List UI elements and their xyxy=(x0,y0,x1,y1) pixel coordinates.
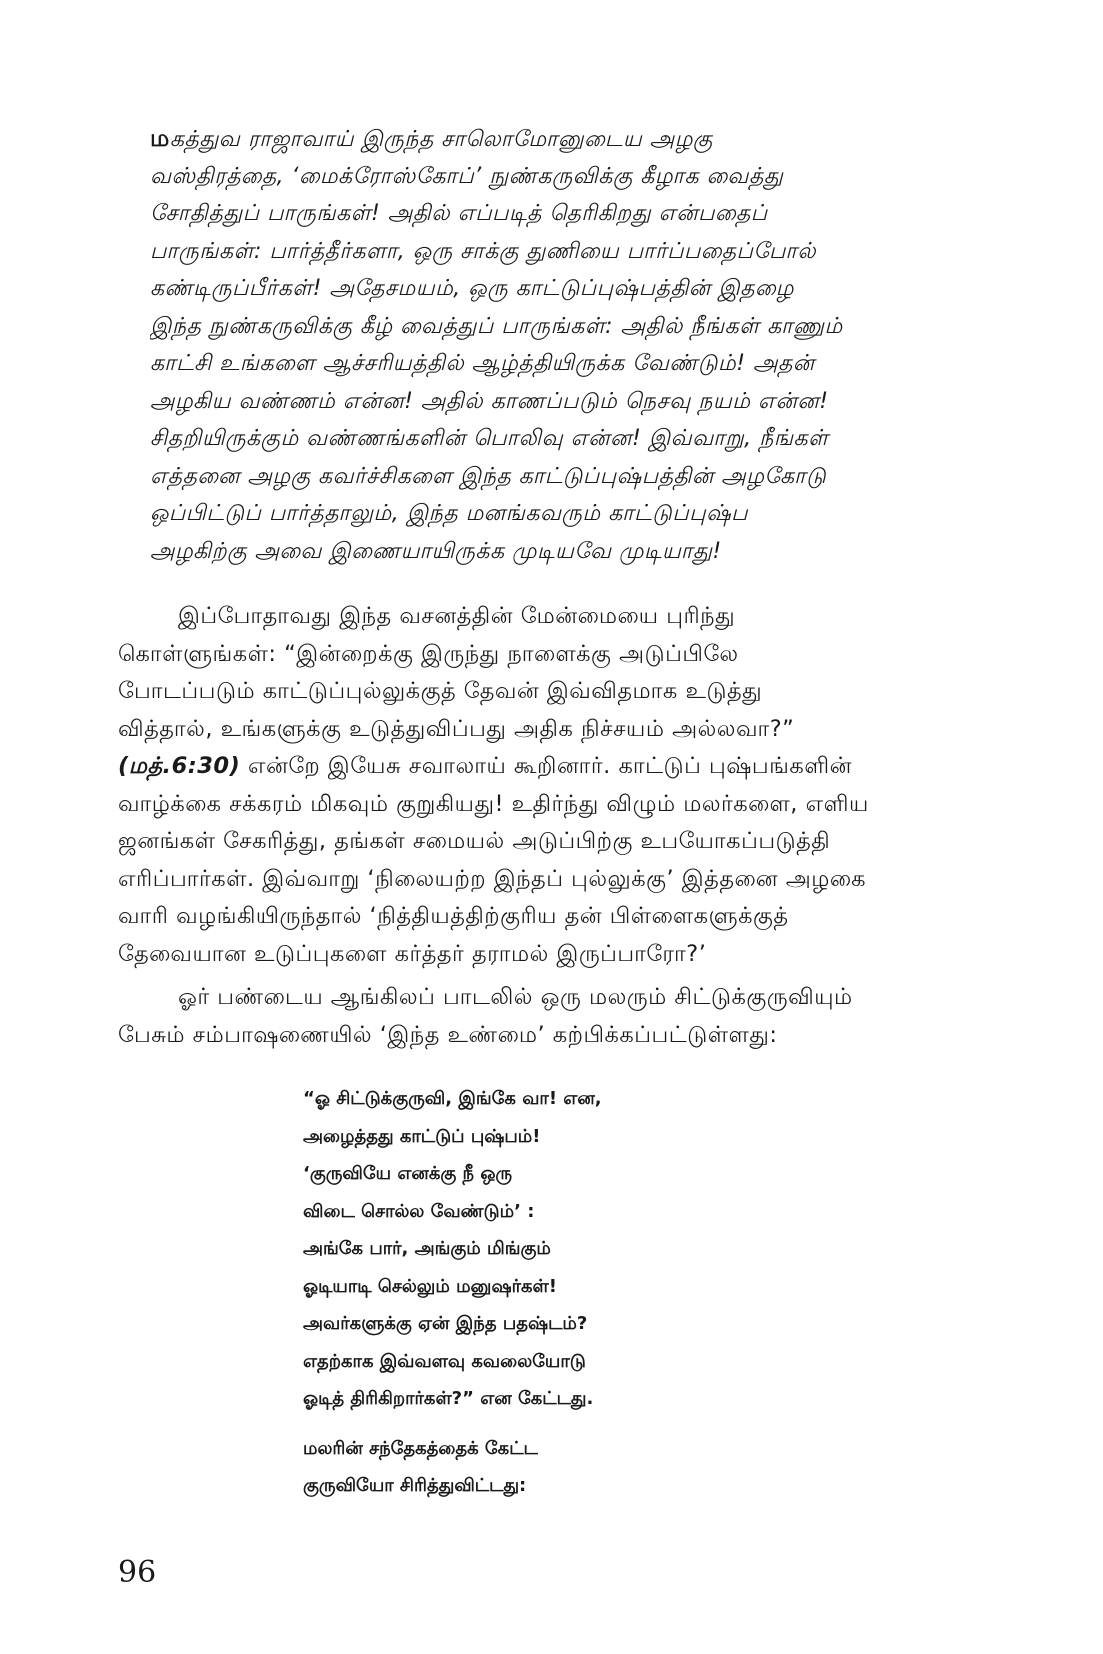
poem-line: அவர்களுக்கு ஏன் இந்த பதஷ்டம்? xyxy=(303,1313,588,1334)
paragraph-2 xyxy=(118,978,978,1054)
stanza-gap xyxy=(303,1418,823,1430)
poem-line: ஓடித் திரிகிறார்கள்?” என கேட்டது. xyxy=(303,1388,594,1409)
poem-line: ‘குருவியே எனக்கு நீ ஒரு xyxy=(303,1163,513,1184)
italic-line: அழகிற்கு அவை இணையாயிருக்க முடியவே முடியாது! xyxy=(150,538,722,564)
paragraph-line: போடப்படும் காட்டுப்புல்லுக்குத் தேவன் இவ்விதமாக உடுத்து xyxy=(118,678,763,704)
paragraph-line: ஜனங்கள் சேகரித்து, தங்கள் சமையல் அடுப்பிற்கு உபயோகப்படுத்தி xyxy=(118,828,831,854)
paragraph-line: தேவையான உடுப்புகளை கர்த்தர் தராமல் இருப்பாரோ?’ xyxy=(118,940,707,967)
poem-line: அங்கே பார், அங்கும் மிங்கும் xyxy=(303,1238,551,1259)
paragraph-line: இப்போதாவது இந்த வசனத்தின் மேன்மையை புரிந்து xyxy=(178,603,736,629)
italic-line: எத்தனை அழகு கவர்ச்சிகளை இந்த காட்டுப்புஷ்பத்தின் அழகோடு xyxy=(150,463,827,489)
italic-line: வஸ்திரத்தை, ‘மைக்ரோஸ்கோப்’ நுண்கருவிக்கு கீழாக வைத்து xyxy=(150,163,784,189)
poem-line: குருவியோ சிரித்துவிட்டது: xyxy=(303,1475,527,1496)
poem-line: ஓடியாடி செல்லும் மனுஷர்கள்! xyxy=(303,1275,557,1297)
italic-passage xyxy=(150,120,982,570)
poem-line: அழைத்தது காட்டுப் புஷ்பம்! xyxy=(303,1125,541,1147)
italic-line: காட்சி உங்களை ஆச்சரியத்தில் ஆழ்த்தியிருக்க வேண்டும்! அதன் xyxy=(150,351,815,376)
poem-line: விடை சொல்ல வேண்டும்’ : xyxy=(303,1200,535,1222)
bible-reference: (மத்.6:30) xyxy=(118,753,241,779)
paragraph-line: வித்தால், உங்களுக்கு உடுத்துவிப்பது அதிக நிச்சயம் அல்லவா?” xyxy=(118,715,795,742)
italic-line: ஒப்பிட்டுப் பார்த்தாலும், இந்த மனங்கவரும் காட்டுப்புஷ்ப xyxy=(150,501,749,526)
italic-line: இந்த நுண்கருவிக்கு கீழ் வைத்துப் பாருங்கள்: அதில் நீங்கள் காணும் xyxy=(150,313,843,339)
italic-line: அழகிய வண்ணம் என்ன! அதில் காணப்படும் நெசவு நயம் என்ன! xyxy=(150,388,829,414)
poem-line: மலரின் சந்தேகத்தைக் கேட்ட xyxy=(303,1437,538,1459)
poem xyxy=(303,1080,823,1505)
italic-line: சிதறியிருக்கும் வண்ணங்களின் பொலிவு என்ன! இவ்வாறு, நீங்கள் xyxy=(150,426,829,451)
drop-cap: ம xyxy=(150,124,170,152)
paragraph-line: (மத்.6:30) என்றே இயேசு சவாலாய் கூறினார். காட்டுப் புஷ்பங்களின் xyxy=(118,753,852,779)
page-number: 96 xyxy=(118,1555,157,1590)
paragraph-line: பேசும் சம்பாஷணையில் ‘இந்த உண்மை’ கற்பிக்கப்பட்டுள்ளது: xyxy=(118,1022,778,1048)
paragraph-line: எரிப்பார்கள். இவ்வாறு ‘நிலையற்ற இந்தப் புல்லுக்கு’ இத்தனை அழகை xyxy=(118,865,867,892)
paragraph-line: ஓர் பண்டைய ஆங்கிலப் பாடலில் ஒரு மலரும் சிட்டுக்குருவியும் xyxy=(178,984,853,1010)
italic-line: மகத்துவ ராஜாவாய் இருந்த சாலொமோனுடைய அழகு xyxy=(150,124,713,152)
paragraph-line: வாழ்க்கை சக்கரம் மிகவும் குறுகியது! உதிர்ந்து விழும் மலர்களை, எளிய xyxy=(118,790,869,817)
poem-line: எதற்காக இவ்வளவு கவலையோடு xyxy=(303,1350,586,1372)
paragraph-line: கொள்ளுங்கள்: “இன்றைக்கு இருந்து நாளைக்கு அடுப்பிலே xyxy=(118,640,739,667)
italic-line: சோதித்துப் பாருங்கள்! அதில் எப்படித் தெரிகிறது என்பதைப் xyxy=(150,201,768,226)
paragraph-1 xyxy=(118,598,978,973)
paragraph-line: வாரி வழங்கியிருந்தால் ‘நித்தியத்திற்குரிய தன் பிள்ளைகளுக்குத் xyxy=(118,903,789,929)
italic-line: கண்டிருப்பீர்கள்! அதேசமயம், ஒரு காட்டுப்புஷ்பத்தின் இதழை xyxy=(150,276,794,301)
italic-line: பாருங்கள்: பார்த்தீர்களா, ஒரு சாக்கு துணியை பார்ப்பதைப்போல் xyxy=(150,238,817,264)
poem-line: “ஓ சிட்டுக்குருவி, இங்கே வா! என, xyxy=(303,1088,602,1109)
